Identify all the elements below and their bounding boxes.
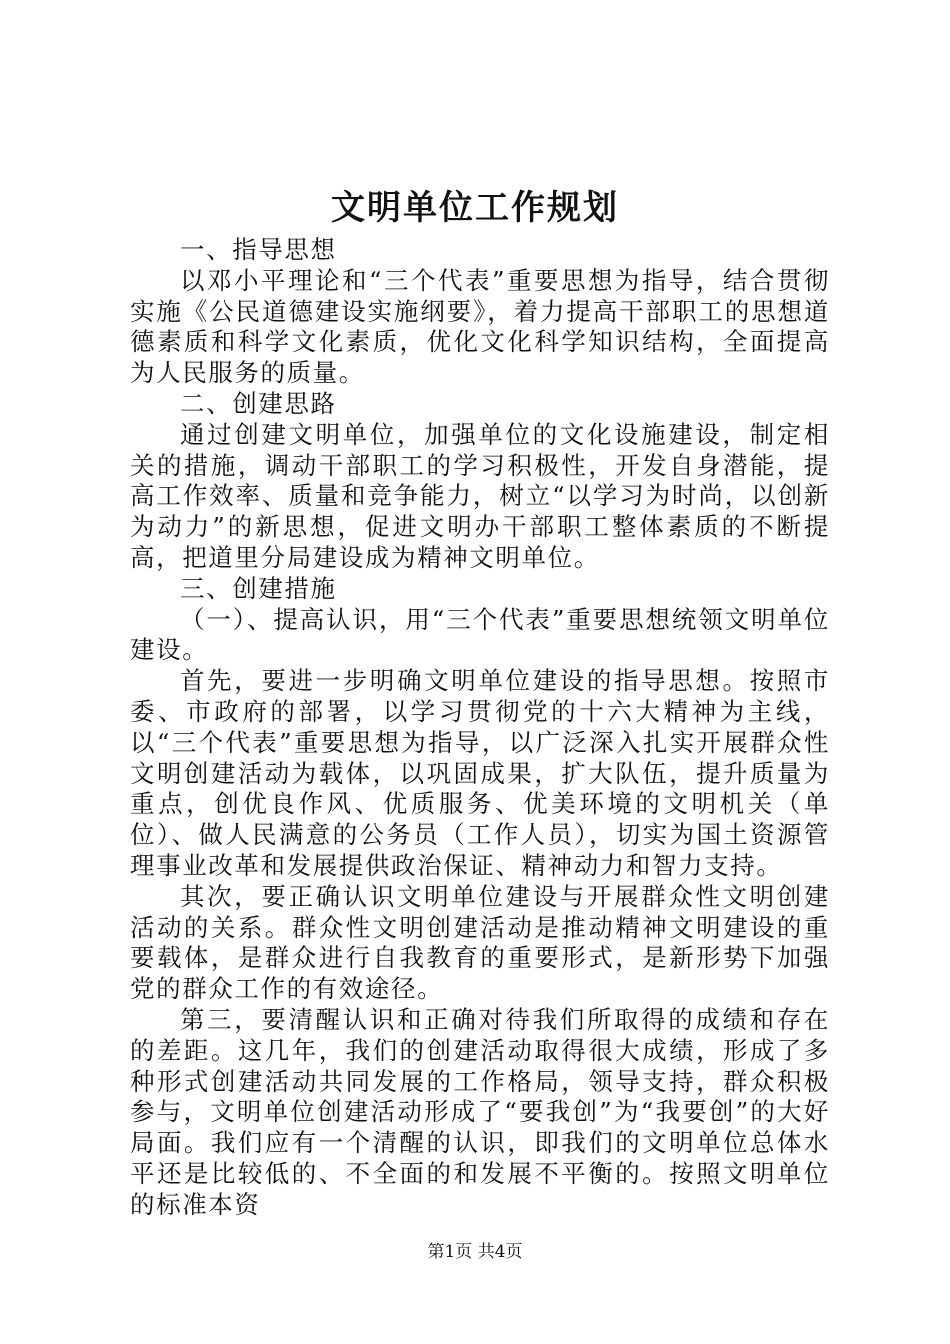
heading-creation-approach: 二、创建思路 (180, 388, 337, 418)
heading-creation-measures: 三、创建措施 (180, 573, 337, 603)
document-body (130, 235, 830, 1221)
document-title: 文明单位工作规划 (331, 188, 619, 228)
heading-guiding-ideology: 一、指导思想 (180, 235, 337, 264)
paragraph-second: 其次，要正确认识文明单位建设与开展群众性文明创建活动的关系。群众性文明创建活动是推动精神文明建设的重要载体，是群众进行自我教育的重要形式，是新形势下加强党的群众工作的有效途径。 (130, 881, 830, 1004)
subheading-raise-awareness: （一）、提高认识，用“三个代表”重要思想统领文明单位建设。 (130, 604, 830, 665)
paragraph-guiding-ideology: 以邓小平理论和“三个代表”重要思想为指导，结合贯彻实施《公民道德建设实施纲要》，着力提高干部职工的思想道德素质和科学文化素质，优化文化科学知识结构，全面提高为人民服务的质量。 (130, 265, 830, 388)
page-number-footer: 第1页 共4页 (427, 1242, 523, 1262)
paragraph-first: 首先，要进一步明确文明单位建设的指导思想。按照市委、市政府的部署，以学习贯彻党的十六大精神为主线，以“三个代表”重要思想为指导，以广泛深入扎实开展群众性文明创建活动为载体，以巩固成果，扩大队伍，提升质量为重点，创优良作风、优质服务、优美环境的文明机关（单位）、做人民满意的公务员（工作人员），切实为国土资源管理事业改革和发展提供政治保证、精神动力和智力支持。 (130, 666, 830, 880)
paragraph-third: 第三，要清醒认识和正确对待我们所取得的成绩和存在的差距。这几年，我们的创建活动取得很大成绩，形成了多种形式创建活动共同发展的工作格局，领导支持，群众积极参与，文明单位创建活动形成了“要我创”为“我要创”的大好局面。我们应有一个清醒的认识，即我们的文明单位总体水平还是比较低的、不全面的和发展不平衡的。按照文明单位的标准本资 (130, 1004, 830, 1219)
paragraph-creation-approach: 通过创建文明单位，加强单位的文化设施建设，制定相关的措施，调动干部职工的学习积极性，开发自身潜能，提高工作效率、质量和竞争能力，树立“以学习为时尚，以创新为动力”的新思想，促进文明办干部职工整体素质的不断提高，把道里分局建设成为精神文明单位。 (130, 419, 830, 572)
